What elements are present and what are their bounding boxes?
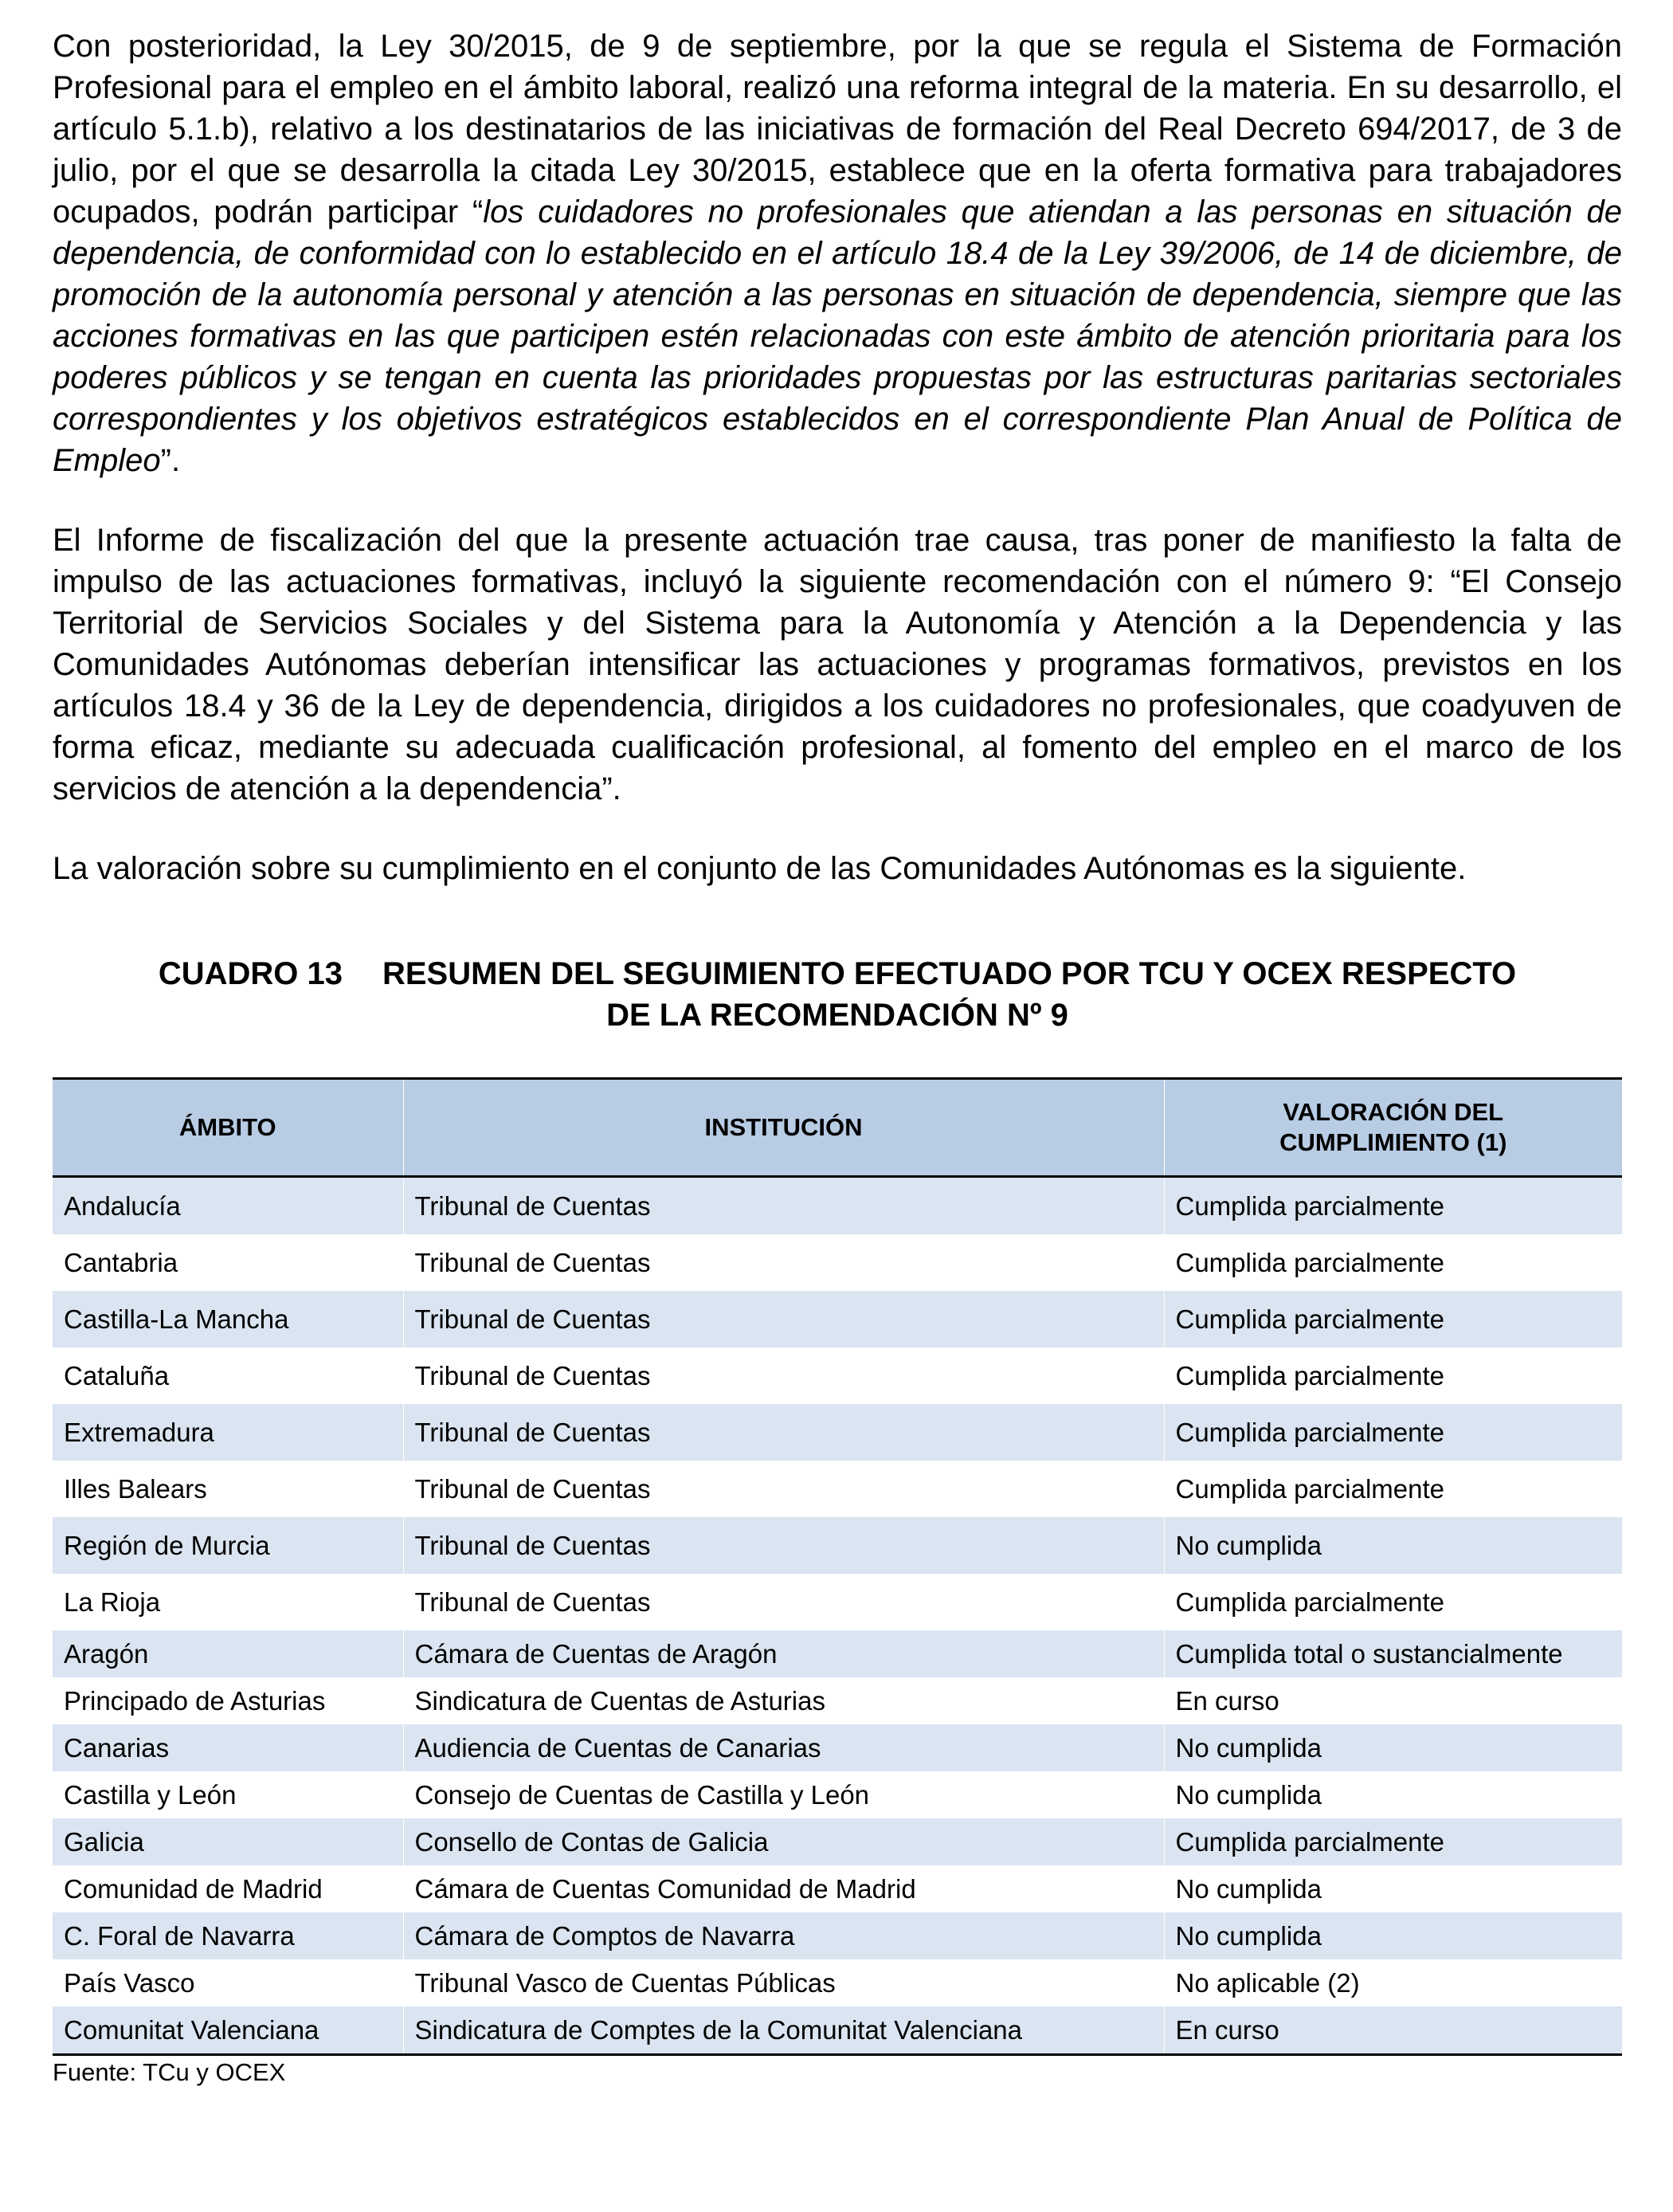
table-row bbox=[53, 1234, 1622, 1291]
paragraph-recomendacion-9: El Informe de fiscalización del que la presente actuación trae causa, tras poner de manifiesto la falta de impulso de las actuaciones formativas, incluyó la siguiente recomendación con el número 9: “El Consejo Territorial de Servicios Sociales y del Sistema para la Autonomía y Atención a la Dependencia y las Comunidades Autónomas deberían intensificar las actuaciones y programas formativos, previstos en los artículos 18.4 y 36 de la Ley de dependencia, dirigidos a los cuidadores no profesionales, que coadyuven de forma eficaz, mediante su adecuada cualificación profesional, al fomento del empleo en el marco de los servicios de atención a la dependencia”. bbox=[53, 523, 1622, 806]
cell-institucion: Sindicatura de Comptes de la Comunitat Valenciana bbox=[403, 2006, 1164, 2055]
cell-valoracion: No cumplida bbox=[1164, 1517, 1622, 1574]
table-row bbox=[53, 1724, 1622, 1771]
cell-valoracion: No cumplida bbox=[1164, 1912, 1622, 1959]
cell-valoracion: Cumplida parcialmente bbox=[1164, 1574, 1622, 1630]
cell-valoracion: En curso bbox=[1164, 1677, 1622, 1724]
cell-ambito: Comunitat Valenciana bbox=[53, 2006, 403, 2055]
cell-institucion: Tribunal de Cuentas bbox=[403, 1517, 1164, 1574]
cell-valoracion: Cumplida parcialmente bbox=[1164, 1404, 1622, 1461]
cell-institucion: Consello de Contas de Galicia bbox=[403, 1818, 1164, 1865]
cell-valoracion: En curso bbox=[1164, 2006, 1622, 2055]
cell-valoracion: Cumplida parcialmente bbox=[1164, 1234, 1622, 1291]
quoted-article-text: los cuidadores no profesionales que atiendan a las personas en situación de dependencia, de conformidad con lo establecido en el artículo 18.4 de la Ley 39/2006, de 14 de diciembre, de promoción de la autonomía personal y atención a las personas en situación de dependencia, siempre que las acciones formativas en las que participen estén relacionadas con este ámbito de atención prioritaria para los poderes públicos y se tengan en cuenta las prioridades propuestas por las estructuras paritarias sectoriales correspondientes y los objetivos estratégicos establecidos en el correspondiente Plan Anual de Política de Empleo bbox=[53, 194, 1623, 478]
cell-valoracion: Cumplida parcialmente bbox=[1164, 1347, 1622, 1404]
cell-ambito: Illes Balears bbox=[53, 1461, 403, 1517]
table-source-note: Fuente: TCu y OCEX bbox=[53, 2058, 286, 2086]
cell-valoracion: Cumplida parcialmente bbox=[1164, 1291, 1622, 1347]
caption-title-line2: DE LA RECOMENDACIÓN Nº 9 bbox=[606, 998, 1068, 1033]
caption-title-line1: RESUMEN DEL SEGUIMIENTO EFECTUADO POR TCU Y OCEX RESPECTO bbox=[382, 956, 1517, 991]
cell-valoracion: Cumplida parcialmente bbox=[1164, 1818, 1622, 1865]
table-header-row bbox=[53, 1079, 1622, 1177]
cell-institucion: Cámara de Cuentas Comunidad de Madrid bbox=[403, 1865, 1164, 1912]
cell-ambito: Cantabria bbox=[53, 1234, 403, 1291]
cell-institucion: Audiencia de Cuentas de Canarias bbox=[403, 1724, 1164, 1771]
cell-institucion: Tribunal de Cuentas bbox=[403, 1234, 1164, 1291]
caption-number: CUADRO 13 bbox=[158, 956, 343, 991]
cell-valoracion: Cumplida parcialmente bbox=[1164, 1177, 1622, 1235]
table-row bbox=[53, 1177, 1622, 1235]
cell-institucion: Tribunal de Cuentas bbox=[403, 1461, 1164, 1517]
table-row bbox=[53, 1461, 1622, 1517]
header-institucion: INSTITUCIÓN bbox=[403, 1079, 1164, 1177]
table-row bbox=[53, 1517, 1622, 1574]
cell-ambito: Aragón bbox=[53, 1630, 403, 1677]
cell-ambito: Extremadura bbox=[53, 1404, 403, 1461]
table-row bbox=[53, 1291, 1622, 1347]
document-page bbox=[53, 25, 1622, 2088]
table-row bbox=[53, 1404, 1622, 1461]
cell-valoracion: No aplicable (2) bbox=[1164, 1959, 1622, 2006]
table-row bbox=[53, 1347, 1622, 1404]
cell-institucion: Cámara de Comptos de Navarra bbox=[403, 1912, 1164, 1959]
table-row bbox=[53, 1818, 1622, 1865]
cell-valoracion: Cumplida parcialmente bbox=[1164, 1461, 1622, 1517]
table-row bbox=[53, 1865, 1622, 1912]
cell-institucion: Tribunal de Cuentas bbox=[403, 1291, 1164, 1347]
cell-institucion: Consejo de Cuentas de Castilla y León bbox=[403, 1771, 1164, 1818]
cell-institucion: Sindicatura de Cuentas de Asturias bbox=[403, 1677, 1164, 1724]
header-ambito: ÁMBITO bbox=[53, 1079, 403, 1177]
cell-ambito: Canarias bbox=[53, 1724, 403, 1771]
table-row bbox=[53, 1574, 1622, 1630]
table-body bbox=[53, 1177, 1622, 2055]
table-row bbox=[53, 1959, 1622, 2006]
cell-institucion: Tribunal de Cuentas bbox=[403, 1177, 1164, 1235]
cell-institucion: Cámara de Cuentas de Aragón bbox=[403, 1630, 1164, 1677]
cell-valoracion: No cumplida bbox=[1164, 1724, 1622, 1771]
paragraph-ley-30-2015: Con posterioridad, la Ley 30/2015, de 9 de septiembre, por la que se regula el Sistema de Formación Profesional para el empleo en el ámbito laboral, realizó una reforma integral de la materia. En su desarrollo, el artículo 5.1.b), relativo a los destinatarios de las iniciativas de formación del Real Decreto 694/2017, de 3 de julio, por el que se desarrolla la citada Ley 30/2015, establece que en la oferta formativa para trabajadores ocupados, podrán participar “los cuidadores no profesionales que atiendan a las personas en situación de dependencia, de conformidad con lo establecido en el artículo 18.4 de la Ley 39/2006, de 14 de diciembre, de promoción de la autonomía personal y atención a las personas en situación de dependencia, siempre que las acciones formativas en las que participen estén relacionadas con este ámbito de atención prioritaria para los poderes públicos y se tengan en cuenta las prioridades propuestas por las estructuras paritarias sectoriales correspondientes y los objetivos estratégicos establecidos en el correspondiente Plan Anual de Política de Empleo”. bbox=[53, 29, 1623, 478]
table-caption bbox=[53, 953, 1622, 1036]
cell-ambito: Principado de Asturias bbox=[53, 1677, 403, 1724]
table-row bbox=[53, 1771, 1622, 1818]
cell-valoracion: No cumplida bbox=[1164, 1865, 1622, 1912]
cell-institucion: Tribunal de Cuentas bbox=[403, 1347, 1164, 1404]
cell-ambito: La Rioja bbox=[53, 1574, 403, 1630]
cell-ambito: C. Foral de Navarra bbox=[53, 1912, 403, 1959]
header-valoracion: VALORACIÓN DEL CUMPLIMIENTO (1) bbox=[1164, 1079, 1622, 1177]
cell-ambito: Comunidad de Madrid bbox=[53, 1865, 403, 1912]
table-row bbox=[53, 1630, 1622, 1677]
cell-ambito: País Vasco bbox=[53, 1959, 403, 2006]
summary-table bbox=[53, 1077, 1622, 2056]
cell-institucion: Tribunal de Cuentas bbox=[403, 1574, 1164, 1630]
cell-ambito: Galicia bbox=[53, 1818, 403, 1865]
cell-ambito: Andalucía bbox=[53, 1177, 403, 1235]
table-row bbox=[53, 1912, 1622, 1959]
cell-valoracion: No cumplida bbox=[1164, 1771, 1622, 1818]
cell-institucion: Tribunal Vasco de Cuentas Públicas bbox=[403, 1959, 1164, 2006]
cell-institucion: Tribunal de Cuentas bbox=[403, 1404, 1164, 1461]
cell-valoracion: Cumplida total o sustancialmente bbox=[1164, 1630, 1622, 1677]
paragraph-valoracion: La valoración sobre su cumplimiento en el conjunto de las Comunidades Autónomas es la siguiente. bbox=[53, 851, 1467, 886]
cell-ambito: Castilla y León bbox=[53, 1771, 403, 1818]
table-row bbox=[53, 2006, 1622, 2055]
cell-ambito: Región de Murcia bbox=[53, 1517, 403, 1574]
cell-ambito: Cataluña bbox=[53, 1347, 403, 1404]
table-row bbox=[53, 1677, 1622, 1724]
cell-ambito: Castilla-La Mancha bbox=[53, 1291, 403, 1347]
